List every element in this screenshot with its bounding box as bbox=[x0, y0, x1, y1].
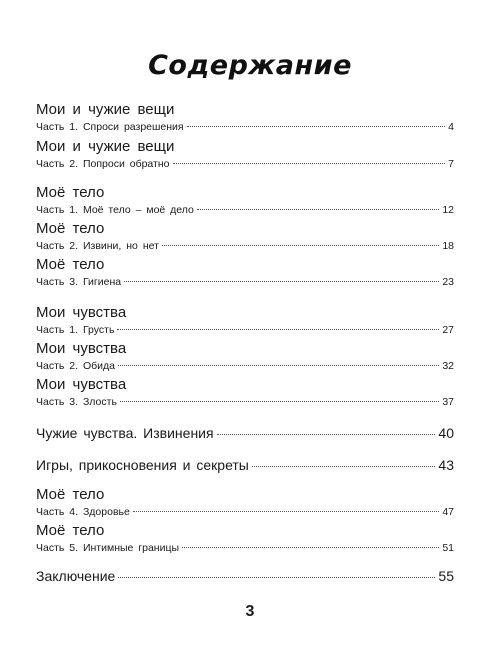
section-heading: Моё тело bbox=[36, 522, 105, 539]
page-ref: 51 bbox=[442, 542, 454, 554]
page-ref: 27 bbox=[442, 324, 454, 336]
section-heading: Мои чувства bbox=[36, 340, 127, 357]
page-ref: 7 bbox=[448, 158, 454, 170]
toc-entry[interactable] bbox=[36, 522, 454, 555]
toc-row bbox=[36, 203, 454, 217]
dot-leader bbox=[117, 329, 439, 330]
chapter-title: Чужие чувства. Извинения bbox=[36, 425, 214, 441]
toc-row bbox=[36, 359, 454, 373]
page-ref: 32 bbox=[442, 360, 454, 372]
dot-leader bbox=[118, 365, 439, 366]
part-title: Часть 3. Злость bbox=[36, 396, 117, 408]
toc-row bbox=[36, 120, 454, 134]
dot-leader bbox=[120, 401, 439, 402]
toc-row bbox=[36, 275, 454, 289]
section-heading: Моё тело bbox=[36, 486, 105, 503]
section-heading: Моё тело bbox=[36, 184, 105, 201]
dot-leader bbox=[173, 163, 446, 164]
chapter-title: Игры, прикосновения и секреты bbox=[36, 457, 249, 473]
section-heading: Мои чувства bbox=[36, 376, 127, 393]
toc-entry[interactable] bbox=[36, 424, 454, 442]
toc-row bbox=[36, 541, 454, 555]
toc-entry[interactable] bbox=[36, 220, 454, 253]
part-title: Часть 1. Моё тело – моё дело bbox=[36, 204, 194, 216]
toc-entry[interactable] bbox=[36, 256, 454, 289]
part-title: Часть 3. Гигиена bbox=[36, 276, 122, 288]
page-ref: 37 bbox=[442, 396, 454, 408]
dot-leader bbox=[162, 245, 439, 246]
page-ref: 23 bbox=[442, 276, 454, 288]
toc-row bbox=[36, 395, 454, 409]
toc-entry[interactable] bbox=[36, 376, 454, 409]
section-heading: Моё тело bbox=[36, 256, 105, 273]
toc-row bbox=[36, 323, 454, 337]
dot-leader bbox=[217, 434, 436, 435]
page-ref: 40 bbox=[438, 425, 454, 441]
toc-row bbox=[36, 456, 454, 474]
section-heading: Мои и чужие вещи bbox=[36, 101, 175, 118]
toc-entry[interactable] bbox=[36, 101, 454, 134]
dot-leader bbox=[124, 281, 439, 282]
toc-row bbox=[36, 424, 454, 442]
page-ref: 47 bbox=[442, 506, 454, 518]
page-ref: 12 bbox=[442, 204, 454, 216]
toc-entry[interactable] bbox=[36, 138, 454, 171]
part-title: Часть 2. Извини, но нет bbox=[36, 240, 159, 252]
chapter-title: Заключение bbox=[36, 568, 116, 584]
section-heading: Мои и чужие вещи bbox=[36, 138, 175, 155]
toc-row bbox=[36, 505, 454, 519]
dot-leader bbox=[252, 466, 436, 467]
dot-leader bbox=[118, 577, 435, 578]
part-title: Часть 2. Обида bbox=[36, 360, 115, 372]
page-title: Содержание bbox=[148, 50, 352, 81]
toc-entry[interactable] bbox=[36, 486, 454, 519]
page-ref: 18 bbox=[442, 240, 454, 252]
page-number: 3 bbox=[245, 603, 255, 620]
dot-leader bbox=[182, 547, 439, 548]
toc-entry[interactable] bbox=[36, 304, 454, 337]
part-title: Часть 5. Интимные границы bbox=[36, 542, 180, 554]
dot-leader bbox=[187, 126, 446, 127]
page-ref: 43 bbox=[438, 457, 454, 473]
toc-entry[interactable] bbox=[36, 456, 454, 474]
dot-leader bbox=[133, 511, 439, 512]
toc-entry[interactable] bbox=[36, 340, 454, 373]
toc-entry[interactable] bbox=[36, 567, 454, 585]
part-title: Часть 1. Грусть bbox=[36, 324, 115, 336]
page-ref: 55 bbox=[438, 568, 454, 584]
toc-row bbox=[36, 239, 454, 253]
section-heading: Моё тело bbox=[36, 220, 105, 237]
toc-row bbox=[36, 567, 454, 585]
toc-entry[interactable] bbox=[36, 184, 454, 217]
dot-leader bbox=[197, 209, 439, 210]
page-ref: 4 bbox=[448, 121, 454, 133]
part-title: Часть 4. Здоровье bbox=[36, 506, 130, 518]
part-title: Часть 1. Спроси разрешения bbox=[36, 121, 184, 133]
section-heading: Мои чувства bbox=[36, 304, 127, 321]
toc-row bbox=[36, 157, 454, 171]
part-title: Часть 2. Попроси обратно bbox=[36, 158, 170, 170]
